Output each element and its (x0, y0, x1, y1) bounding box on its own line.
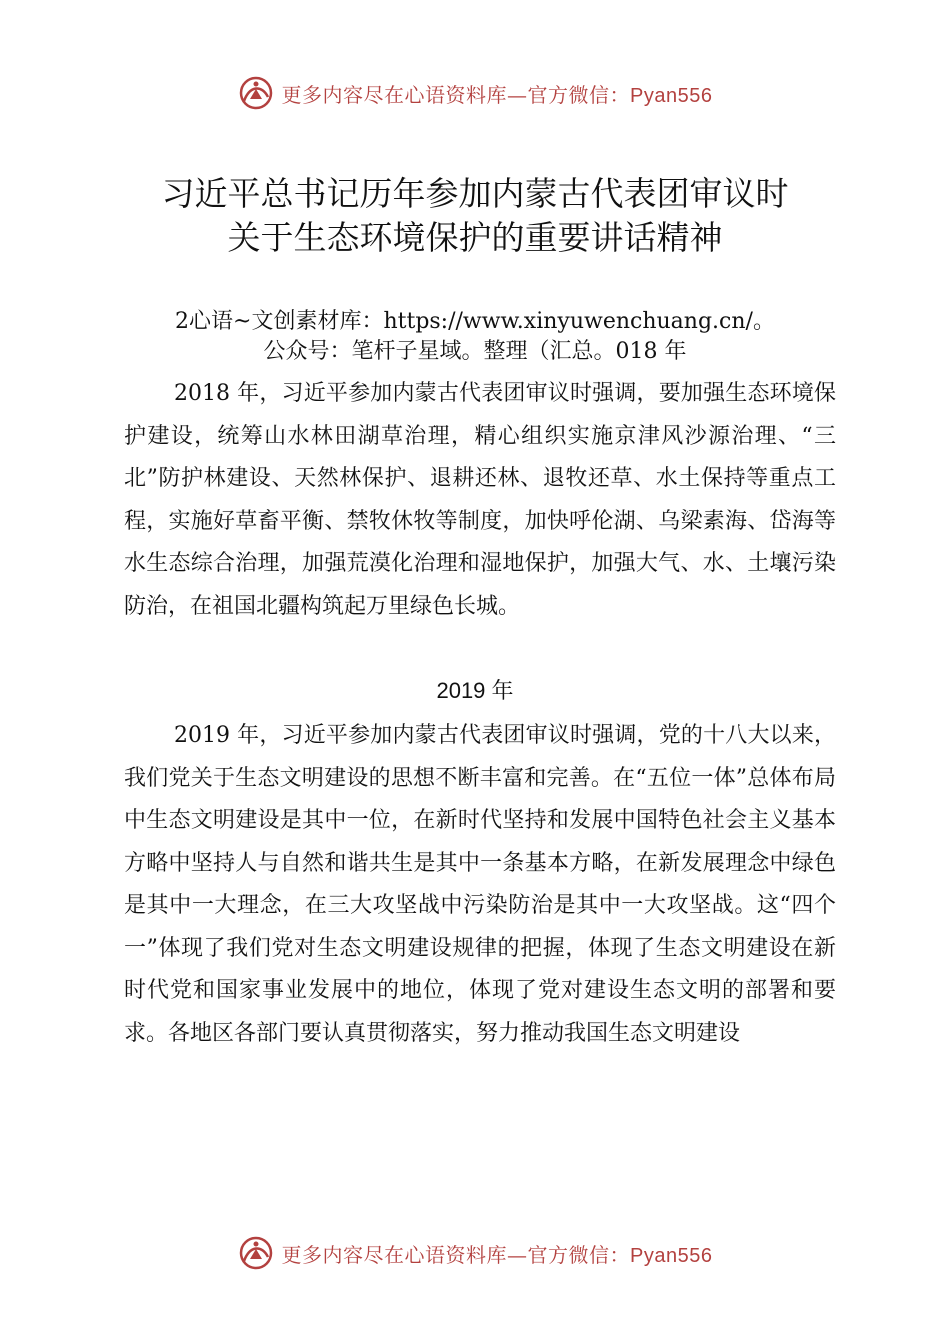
banner-text: 更多内容尽在心语资料库—官方微信：Pyan556 (281, 82, 713, 107)
banner-text: 更多内容尽在心语资料库—官方微信：Pyan556 (281, 1242, 713, 1267)
header-banner (0, 73, 950, 113)
title-line-2: 关于生态环境保护的重要讲话精神 (227, 218, 723, 257)
source-line-1: 2心语~文创素材库：https://www.xinyuwenchuang.cn/。 (175, 309, 775, 334)
source-line-2: 公众号：笔杆子星域。整理（汇总。018 年 (263, 339, 687, 364)
banner-wechat-id: Pyan556 (630, 1244, 713, 1267)
seal-logo-icon (238, 1235, 274, 1271)
seal-logo-icon (238, 75, 274, 111)
section-heading-2019: 2019 年 (436, 678, 514, 703)
title-line-1: 习近平总书记历年参加内蒙古代表团审议时 (161, 174, 789, 213)
footer-banner (0, 1233, 950, 1273)
document-title (0, 172, 950, 260)
banner-wechat-id: Pyan556 (630, 84, 713, 107)
source-info (0, 307, 950, 367)
paragraph-2019: 2019 年，习近平参加内蒙古代表团审议时强调，党的十八大以来，我们党关于生态文明建设的思想不断丰富和完善。在“五位一体”总体布局中生态文明建设是其中一位，在新时代坚持和发展中国特色社会主义基本方略中坚持人与自然和谐共生是其中一条基本方略，在新发展理念中绿色是其中一大理念，在三大攻坚战中污染防治是其中一大攻坚战。这“四个一”体现了我们党对生态文明建设规律的把握，体现了生态文明建设在新时代党和国家事业发展中的地位，体现了党对建设生态文明的部署和要求。各地区各部门要认真贯彻落实，努力推动我国生态文明建设 (124, 723, 836, 1046)
paragraph-2018: 2018 年，习近平参加内蒙古代表团审议时强调，要加强生态环境保护建设，统筹山水林田湖草治理，精心组织实施京津风沙源治理、“三北”防护林建设、天然林保护、退耕还林、退牧还草、水土保持等重点工程，实施好草畜平衡、禁牧休牧等制度，加快呼伦湖、乌梁素海、岱海等水生态综合治理，加强荒漠化治理和湿地保护，加强大气、水、土壤污染防治，在祖国北疆构筑起万里绿色长城。 (124, 381, 836, 619)
